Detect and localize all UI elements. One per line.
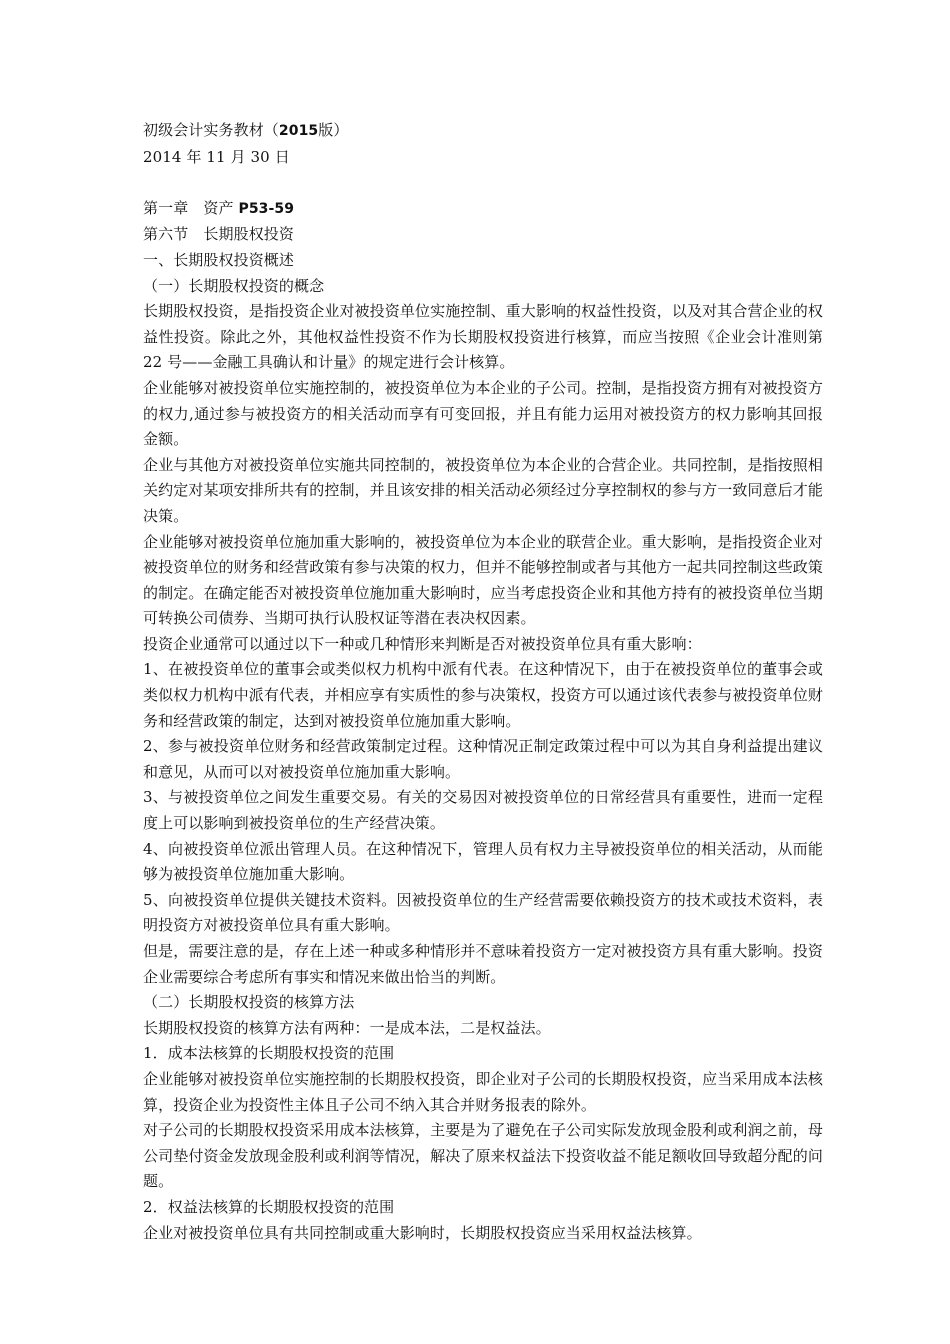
paragraph: 企业能够对被投资单位施加重大影响的，被投资单位为本企业的联营企业。重大影响，是指投资企业对被投资单位的财务和经营政策有参与决策的权力，但并不能够控制或者与其他方一起共同控制这些政策的制定。在确定能否对被投资单位施加重大影响时，应当考虑投资企业和其他方持有的被投资单位当期可转换公司债券、当期可执行认股权证等潜在表决权因素。: [143, 532, 823, 628]
paragraph: 企业与其他方对被投资单位实施共同控制的，被投资单位为本企业的合营企业。共同控制，是指按照相关约定对某项安排所共有的控制，并且该安排的相关活动必须经过分享控制权的参与方一致同意后才能决策。: [143, 455, 823, 525]
document-title: [143, 118, 823, 145]
paragraph: 长期股权投资，是指投资企业对被投资单位实施控制、重大影响的权益性投资，以及对其合营企业的权益性投资。除此之外，其他权益性投资不作为长期股权投资进行核算，而应当按照《企业会计准则第 22 号——金融工具确认和计量》的规定进行会计核算。: [143, 302, 823, 372]
list-item: 1、在被投资单位的董事会或类似权力机构中派有代表。在这种情况下，由于在被投资单位的董事会或类似权力机构中派有代表，并相应享有实质性的参与决策权，投资方可以通过该代表参与被投资单位财务和经营政策的制定，达到对被投资单位施加重大影响。: [143, 660, 823, 730]
title-suffix: 版）: [318, 121, 349, 139]
document-page: [143, 118, 823, 1246]
chapter-pages: P53-59: [238, 200, 295, 217]
paragraph: 投资企业通常可以通过以下一种或几种情形来判断是否对被投资单位具有重大影响：: [143, 634, 702, 653]
paragraph: 企业能够对被投资单位实施控制的长期股权投资，即企业对子公司的长期股权投资，应当采用成本法核算，投资企业为投资性主体且子公司不纳入其合并财务报表的除外。: [143, 1069, 823, 1114]
document-date: 2014 年 11 月 30 日: [143, 147, 290, 166]
paragraph: 但是，需要注意的是，存在上述一种或多种情形并不意味着投资方一定对被投资方具有重大影响。投资企业需要综合考虑所有事实和情况来做出恰当的判断。: [143, 942, 823, 986]
list-item: 4、向被投资单位派出管理人员。在这种情况下，管理人员有权力主导被投资单位的相关活动，从而能够为被投资单位施加重大影响。: [143, 839, 823, 884]
chapter-title: 第一章 资产: [143, 198, 239, 217]
subsection-heading-2: （二）长期股权投资的核算方法: [143, 993, 355, 1012]
blank-line: [143, 170, 823, 196]
list-item: 2、参与被投资单位财务和经营政策制定过程。这种情况正制定政策过程中可以为其自身利益提出建议和意见，从而可以对被投资单位施加重大影响。: [143, 737, 823, 781]
title-prefix: 初级会计实务教材（: [143, 121, 279, 139]
chapter-heading: [143, 196, 823, 223]
subsection-heading-1: （一）长期股权投资的概念: [143, 276, 325, 295]
numbered-heading: 2．权益法核算的长期股权投资的范围: [143, 1197, 395, 1216]
title-year: 2015: [278, 123, 319, 139]
list-item: 3、与被投资单位之间发生重要交易。有关的交易因对被投资单位的日常经营具有重要性，进而一定程度上可以影响到被投资单位的生产经营决策。: [143, 788, 823, 833]
paragraph: 企业对被投资单位具有共同控制或重大影响时，长期股权投资应当采用权益法核算。: [143, 1223, 702, 1242]
list-item: 5、向被投资单位提供关键技术资料。因被投资单位的生产经营需要依赖投资方的技术或技术资料，表明投资方对被投资单位具有重大影响。: [143, 890, 823, 935]
part-heading: 一、长期股权投资概述: [143, 250, 295, 269]
section-heading: 第六节 长期股权投资: [143, 225, 295, 244]
numbered-heading: 1．成本法核算的长期股权投资的范围: [143, 1044, 395, 1063]
paragraph: 企业能够对被投资单位实施控制的，被投资单位为本企业的子公司。控制，是指投资方拥有对被投资方的权力,通过参与被投资方的相关活动而享有可变回报，并且有能力运用对被投资方的权力影响其回报金额。: [143, 378, 823, 449]
paragraph: 对子公司的长期股权投资采用成本法核算，主要是为了避免在子公司实际发放现金股利或利润之前，母公司垫付资金发放现金股利或利润等情况，解决了原来权益法下投资收益不能足额收回导致超分配的问题。: [143, 1121, 823, 1191]
paragraph: 长期股权投资的核算方法有两种：一是成本法，二是权益法。: [143, 1018, 551, 1037]
